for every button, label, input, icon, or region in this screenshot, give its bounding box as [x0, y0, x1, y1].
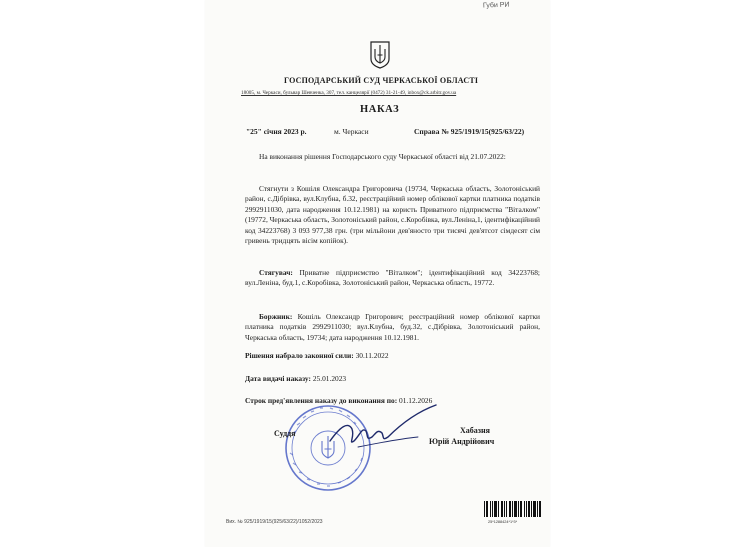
- barcode-number: 25*1288424*1*3*: [488, 520, 518, 524]
- judge-given-names: Юрій Андрійович: [429, 437, 495, 446]
- order-paragraph: Стягнути з Кошіля Олександра Григоровича (19734, Черкаська область, Золотоніський район, с.Дібрівка, вул.Клубна, б.32, реєстраційний номер облікової картки платника податків 2992911030, дата народження 10.12.1981) на користь Приватного підприємства "Віталком" (19772, Черкаська область, Золотоніський район, с.Коробівка, вул.Леніна,1, ідентифікаційний код 34223768) 3 093 977,38 грн. (три мільйони дев'яносто три тисячі дев'ятсот сімдесят сім гривень тридцять вісім копійок).: [245, 184, 541, 246]
- issue-date-line: [245, 374, 346, 383]
- barcode: [483, 501, 543, 517]
- handwritten-corner-note: Губи РИ: [482, 1, 510, 10]
- debtor-text: Кошіль Олександр Григорович; реєстраційний номер облікової картки платника податків 2992911030; вул.Клубна, буд.32, с.Дібрівка, Золотоніський район, Черкаська область, 19734; дата народження 10.12.1981.: [245, 312, 540, 342]
- creditor-text: Приватне підприємство "Віталком"; ідентифікаційний код 34223768; вул.Леніна, буд.1, с.Коробівка, Золотоніський район, Черкаська область, 19772.: [245, 268, 540, 288]
- debtor-label: Боржник:: [259, 312, 293, 321]
- creditor-paragraph: [245, 268, 540, 289]
- intro-paragraph: На виконання рішення Господарського суду Черкаської області від 21.07.2022:: [259, 152, 506, 161]
- document-date: "25" січня 2023 р.: [246, 127, 307, 136]
- coat-of-arms-icon: [370, 41, 390, 69]
- effective-date-line: [245, 351, 389, 360]
- court-address: 18005, м. Черкаси, бульвар Шевченка, 307, тел. канцелярії (0472) 31-21-49, inbox@ck.arbitr.gov.ua: [241, 90, 457, 96]
- judge-signature: [318, 397, 458, 457]
- deadline-date: 01.12.2026: [399, 396, 433, 405]
- judge-label: Суддя: [274, 429, 296, 438]
- outgoing-reference: Вих. № 925/1919/15(925/63/22)/1052/2023: [226, 519, 323, 525]
- effective-label: Рішення набрало законної сили:: [245, 351, 354, 360]
- document-city: м. Черкаси: [334, 127, 369, 136]
- effective-date: 30.11.2022: [355, 351, 389, 360]
- judge-surname: Хабазня: [460, 426, 490, 435]
- document-title: НАКАЗ: [360, 104, 400, 115]
- debtor-paragraph: [245, 312, 540, 343]
- court-name: ГОСПОДАРСЬКИЙ СУД ЧЕРКАСЬКОЇ ОБЛАСТІ: [284, 76, 479, 85]
- deadline-label: Строк пред'явлення наказу до виконання по:: [245, 396, 398, 405]
- case-number: Справа № 925/1919/15(925/63/22): [414, 127, 525, 136]
- creditor-label: Стягувач:: [259, 268, 293, 277]
- issue-label: Дата видачі наказу:: [245, 374, 311, 383]
- issue-date: 25.01.2023: [312, 374, 347, 383]
